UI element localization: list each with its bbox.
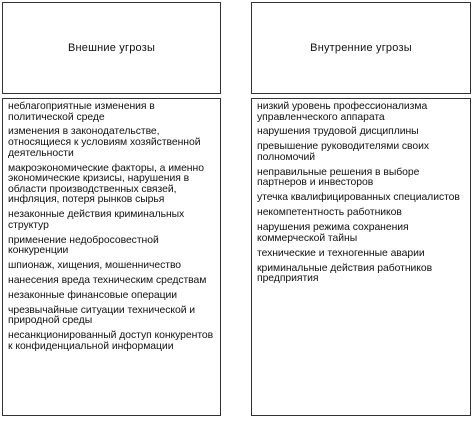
external-threat-item: макроэкономические факторы, а именно экономические кризисы, нарушения в области производственных связей, инфляция, потеря рынков сырья: [8, 162, 204, 206]
internal-threat-item: криминальные действия работников предприятия: [257, 262, 433, 285]
internal-threat-item: низкий уровень профессионализма управленческого аппарата: [257, 101, 428, 123]
external-threat-item: неблагоприятные изменения в политической среде: [8, 101, 155, 123]
external-threats-column: [2, 2, 221, 416]
internal-threat-item: нарушения трудовой дисциплины: [257, 126, 419, 138]
internal-threat-item: некомпетентность работников: [257, 207, 402, 219]
external-threat-item: незаконные действия криминальных структур: [8, 209, 185, 231]
external-threats-list: [2, 98, 221, 416]
internal-threats-header: [251, 2, 471, 94]
external-threat-item: шпионаж, хищения, мошенничество: [8, 260, 182, 272]
external-threat-item: изменения в законодательстве, относящиеся к условиям хозяйственной деятельности: [8, 126, 201, 159]
external-threat-item: несанкционированный доступ конкурентов к конфиденциальной информации: [8, 330, 214, 352]
internal-threats-title: Внутренние угрозы: [310, 42, 412, 54]
external-threats-title: Внешние угрозы: [67, 42, 156, 54]
external-threat-item: применение недобросовестной конкуренции: [8, 234, 159, 257]
external-threat-item: чрезвычайные ситуации технической и природной среды: [8, 304, 196, 327]
internal-threat-item: неправильные решения в выборе партнеров и инвесторов: [257, 166, 420, 189]
external-threat-item: незаконные финансовые операции: [8, 289, 178, 301]
internal-threat-item: утечка квалифицированных специалистов: [257, 192, 460, 204]
external-threat-item: нанесения вреда техническим средствам: [8, 275, 207, 287]
internal-threats-column: [251, 2, 471, 416]
internal-threats-list: [251, 98, 471, 416]
external-threats-header: [2, 2, 221, 94]
internal-threat-item: нарушения режима сохранения коммерческой тайны: [257, 222, 409, 244]
internal-threat-item: технические и техногенные аварии: [257, 247, 425, 259]
internal-threat-item: превышение руководителями своих полномочий: [257, 141, 430, 163]
